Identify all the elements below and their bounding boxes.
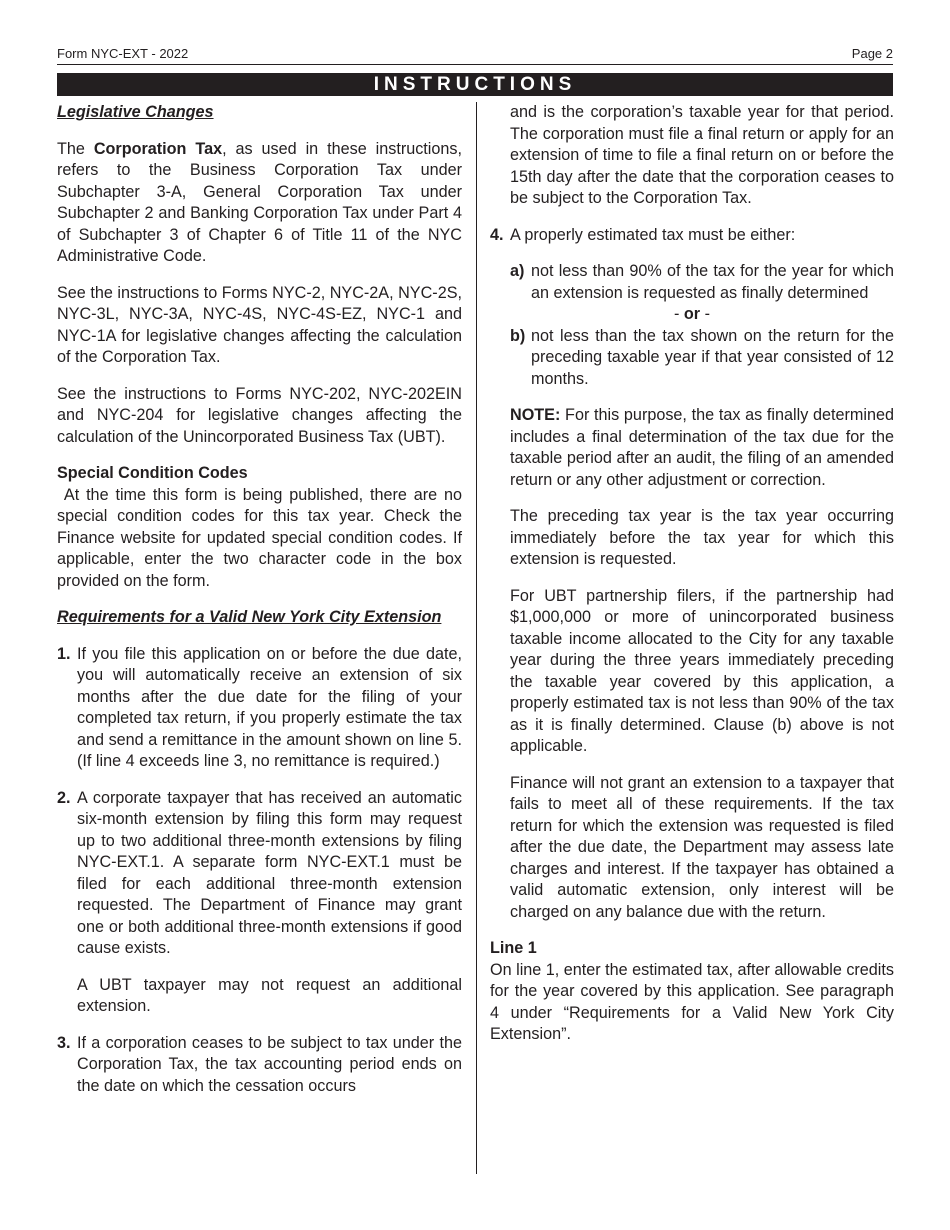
requirement-item-1 bbox=[57, 644, 462, 773]
requirement-item-4 bbox=[490, 225, 894, 247]
header-rule bbox=[57, 64, 893, 65]
column-divider bbox=[476, 102, 477, 1174]
special-condition-codes-text: At the time this form is being published, there are no special condition codes for this tax year. Check the Finance website for updated special condition codes. If applicable, enter the two character code in the box provided on the form. bbox=[57, 485, 463, 590]
special-condition-codes-heading: Special Condition Codes bbox=[57, 464, 248, 482]
requirement-item-3 bbox=[57, 1033, 462, 1098]
right-column bbox=[490, 102, 894, 1061]
requirements-heading: Requirements for a Valid New York City Extension bbox=[57, 608, 442, 626]
sub-item-b bbox=[490, 326, 894, 391]
or-separator: - or - bbox=[674, 305, 710, 323]
item-2-number: 2. bbox=[57, 788, 71, 807]
instructions-banner: INSTRUCTIONS bbox=[57, 73, 893, 96]
line-1-text: On line 1, enter the estimated tax, after allowable credits for the year covered by this application. See paragraph 4 under “Requirements for a Valid New York City Extension”. bbox=[490, 960, 894, 1043]
legislative-changes-heading: Legislative Changes bbox=[57, 103, 214, 121]
left-column bbox=[57, 102, 462, 1097]
sub-item-b-label: b) bbox=[510, 326, 526, 345]
item-2-text: A corporate taxpayer that has received an automatic six-month extension by filing this form may request up to two additional three-month extensions by filing NYC-EXT.1. A separate form NYC-EXT.1 must be filed for each additional three-month extension requested. The Department of Finance may grant one or both additional three-month extensions if good cause exists. bbox=[77, 788, 462, 957]
ubt-partnership-paragraph: For UBT partnership filers, if the partnership had $1,000,000 or more of unincorporated business taxable income allocated to the City for any taxable year during the three years immediately preceding the taxable year covered by this application, a properly estimated tax is not less than 90% of the tax as it is finally determined. Clause (b) above is not applicable. bbox=[510, 586, 894, 755]
item-3-continued: and is the corporation’s taxable year for that period. The corporation must file a final return or apply for an extension of time to file a final return on or before the 15th day after the date that the corporation ceases to be subject to the Corporation Tax. bbox=[510, 103, 894, 207]
item-1-text: If you file this application on or before the due date, you will automatically receive an extension of six months after the due date for the filing of your completed tax return, if you properly estimate the tax and send a remittance in the amount shown on line 5. (If line 4 exceeds line 3, no remittance is required.) bbox=[77, 644, 462, 770]
ubt-additional-extension-note: A UBT taxpayer may not request an additional extension. bbox=[77, 975, 462, 1015]
sub-item-a bbox=[490, 261, 894, 304]
finance-requirements-paragraph: Finance will not grant an extension to a taxpayer that fails to meet all of these requirements. If the tax return for which the extension was requested is filed after the due date, the Department may assess late charges and interest. If the taxpayer has obtained a valid automatic extension, only interest will be charged on any balance due with the return. bbox=[510, 773, 894, 921]
item-3-text: If a corporation ceases to be subject to tax under the Corporation Tax, the tax accounting period ends on the date on which the cessation occurs bbox=[77, 1033, 462, 1095]
sub-item-b-text: not less than the tax shown on the return for the preceding taxable year if that year consisted of 12 months. bbox=[531, 326, 894, 388]
page-number: Page 2 bbox=[851, 46, 893, 61]
nyc2-forms-paragraph: See the instructions to Forms NYC-2, NYC-2A, NYC-2S, NYC-3L, NYC-3A, NYC-4S, NYC-4S-EZ, NYC-1 and NYC-1A for legislative changes affecting the calculation of the Corporation Tax. bbox=[57, 283, 462, 366]
sub-item-a-text: not less than 90% of the tax for the year for which an extension is requested as finally determined bbox=[531, 262, 894, 302]
sub-item-a-label: a) bbox=[510, 262, 525, 280]
item-4-number: 4. bbox=[490, 225, 504, 244]
preceding-tax-year-paragraph: The preceding tax year is the tax year occurring immediately before the tax year for which this extension is requested. bbox=[510, 507, 894, 568]
ubt-forms-paragraph: See the instructions to Forms NYC-202, NYC-202EIN and NYC-204 for legislative changes affecting the calculation of the Unincorporated Business Tax (UBT). bbox=[57, 384, 462, 446]
line-1-heading: Line 1 bbox=[490, 939, 537, 957]
note-label: NOTE: bbox=[510, 406, 561, 424]
requirement-item-2 bbox=[57, 788, 462, 960]
item-1-number: 1. bbox=[57, 644, 71, 663]
item-4-text: A properly estimated tax must be either: bbox=[510, 225, 796, 244]
p1-post: , as used in these instructions, refers to the Business Corporation Tax under Subchapter 3-A, General Corporation Tax under Subchapter 2 and Banking Corporation Tax under Part 4 of Subchapter 3 of Chapter 6 of Title 11 of the NYC Administrative Code. bbox=[57, 139, 462, 265]
p1-pre: The bbox=[57, 139, 94, 158]
note-paragraph bbox=[490, 405, 894, 491]
item-3-number: 3. bbox=[57, 1033, 71, 1052]
corporation-tax-term: Corporation Tax bbox=[93, 139, 223, 158]
form-id: Form NYC-EXT - 2022 bbox=[57, 46, 189, 61]
note-text: For this purpose, the tax as finally determined includes a final determination of the tax due for the taxable period after an audit, the filing of an amended return or any other adjustment or correction. bbox=[510, 406, 894, 489]
corporation-tax-paragraph bbox=[57, 139, 462, 268]
